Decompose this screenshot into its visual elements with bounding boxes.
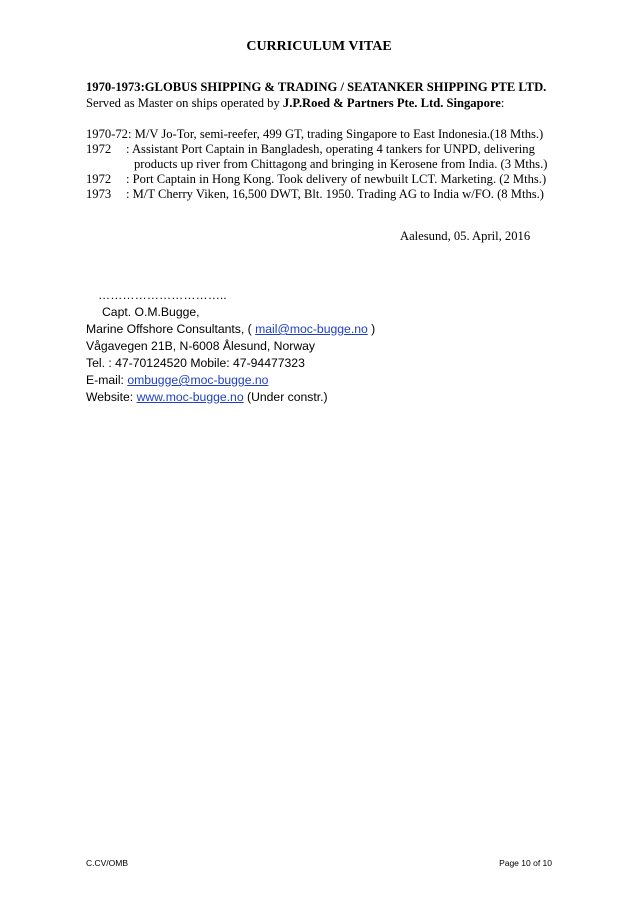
entry-text: : Port Captain in Hong Kong. Took delivery of newbuilt LCT. Marketing. (2 Mths.) [126, 172, 547, 186]
website-suffix: (Under constr.) [243, 390, 328, 404]
entry-text: : M/V Jo-Tor, semi-reefer, 499 GT, trading Singapore to East Indonesia.(18 Mths.) [127, 127, 544, 141]
company-email-link[interactable]: mail@moc-bugge.no [255, 322, 368, 336]
signature-dots: ………………………….. [98, 288, 227, 302]
entry-row [86, 172, 546, 187]
entry-years: 1972 [86, 142, 112, 156]
subline-prefix: Served as Master on ships operated by [86, 96, 283, 110]
entry-text: : M/T Cherry Viken, 16,500 DWT, Blt. 1950. Trading AG to India w/FO. (8 Mths.) [126, 187, 544, 201]
email-link[interactable]: ombugge@moc-bugge.no [127, 373, 269, 387]
entry-years: 1973 [86, 187, 112, 201]
entry-years: 1972 [86, 172, 112, 186]
entry-row [86, 142, 535, 157]
company-prefix: Marine Offshore Consultants, ( [86, 322, 256, 336]
entry-text: : Assistant Port Captain in Bangladesh, operating 4 tankers for UNPD, delivering [126, 142, 535, 156]
footer-left: C.CV/OMB [86, 858, 129, 868]
email-label: E-mail: [86, 373, 128, 387]
subline-company: J.P.Roed & Partners Pte. Ltd. Singapore [282, 96, 501, 110]
signature-email [86, 372, 268, 388]
website-label: Website: [86, 390, 137, 404]
signature-address: Vågavegen 21B, N-6008 Ålesund, Norway [86, 339, 315, 353]
entry-years: 1970-72 [86, 127, 128, 141]
website-link[interactable]: www.moc-bugge.no [136, 390, 244, 404]
entry-row [86, 127, 543, 142]
section-subline [86, 96, 576, 111]
signature-name: Capt. O.M.Bugge, [102, 305, 200, 319]
entry-row [86, 187, 544, 202]
page-title: CURRICULUM VITAE [246, 39, 392, 54]
company-suffix: ) [367, 322, 376, 336]
section-heading: 1970-1973:GLOBUS SHIPPING & TRADING / SEATANKER SHIPPING PTE LTD. [86, 80, 547, 94]
date-line: Aalesund, 05. April, 2016 [400, 229, 531, 243]
signature-company [86, 321, 375, 337]
footer-page-number: Page 10 of 10 [499, 858, 552, 868]
signature-phone: Tel. : 47-70124520 Mobile: 47-94477323 [86, 356, 305, 370]
signature-website [86, 389, 328, 405]
entry-continuation: products up river from Chittagong and bringing in Kerosene from India. (3 Mths.) [134, 157, 548, 171]
subline-suffix: : [500, 96, 505, 110]
